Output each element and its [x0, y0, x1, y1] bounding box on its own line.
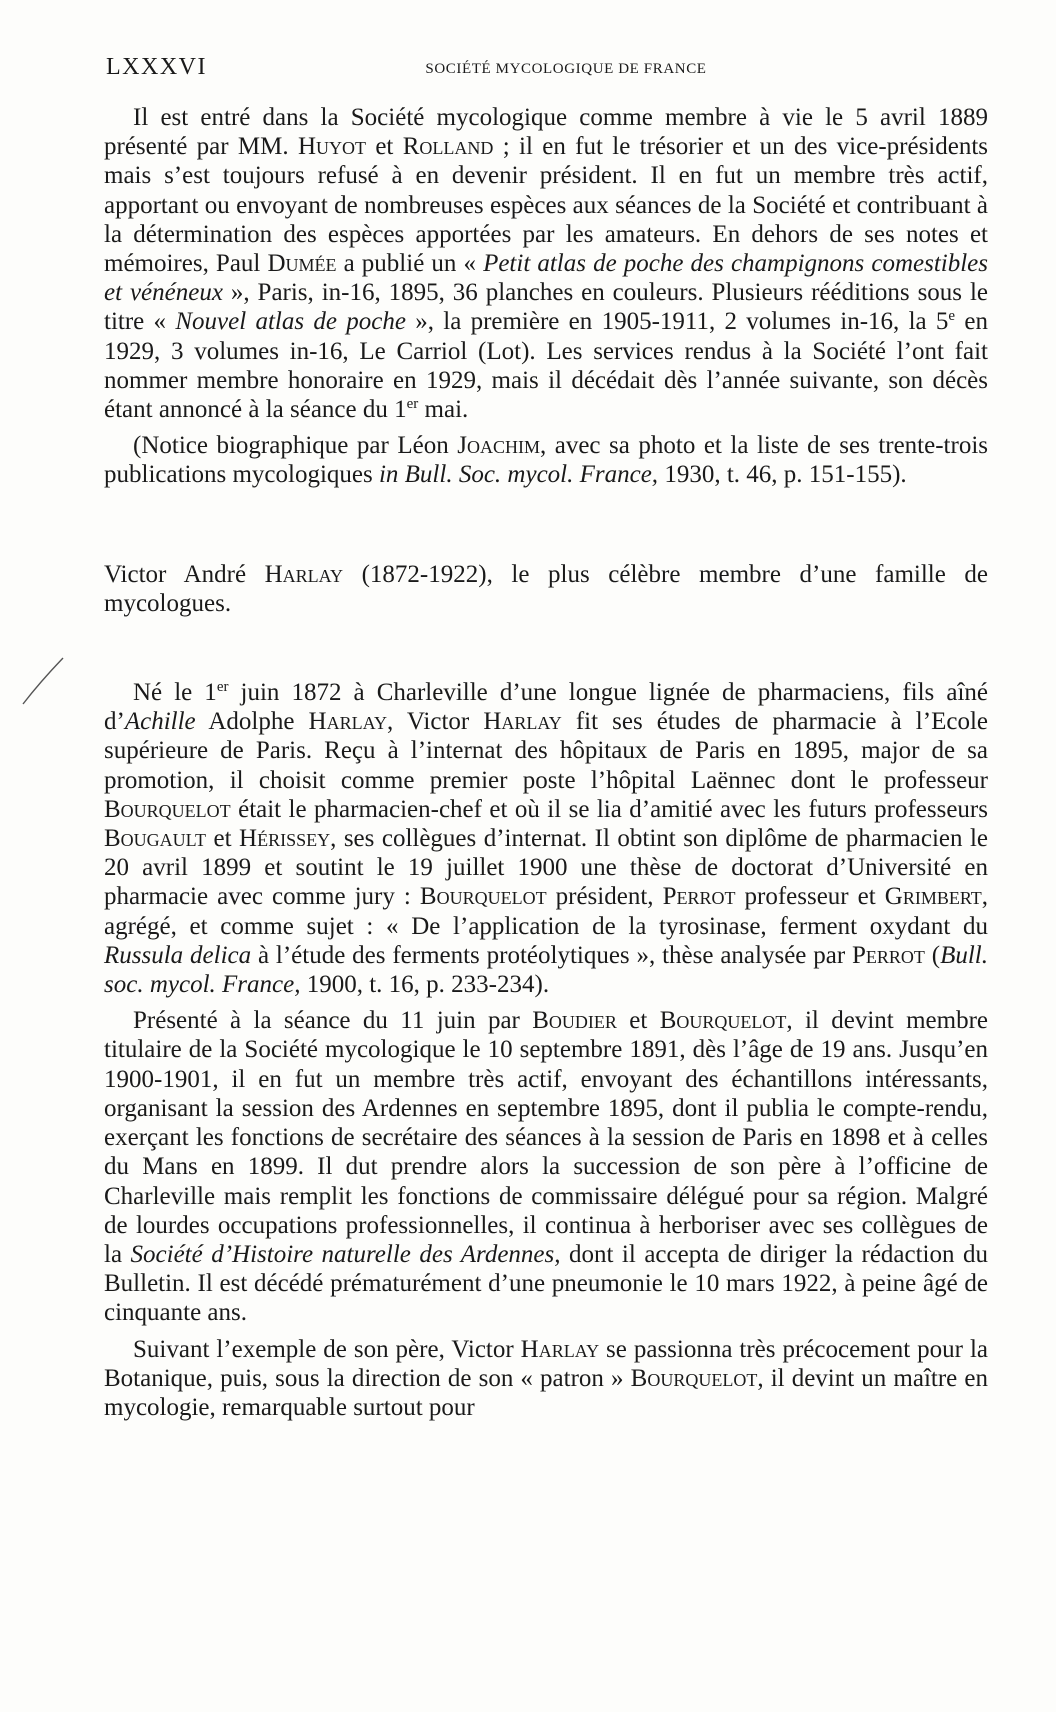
author-name: Rolland: [402, 133, 494, 161]
author-name: Harlay: [483, 708, 562, 736]
author-name: Hérissey: [239, 825, 331, 853]
running-title: SOCIÉTÉ MYCOLOGIQUE DE FRANCE: [425, 61, 707, 77]
author-name: Perrot: [852, 941, 925, 969]
society-name: Société d’Histoire naturelle des Ardennes,: [130, 1240, 561, 1268]
author-name: Harlay: [264, 560, 344, 588]
author-name: Grimbert: [884, 883, 982, 911]
author-name: Bourquelot: [419, 883, 547, 911]
author-name: Bourquelot: [104, 795, 231, 823]
author-name: Dumée: [267, 250, 337, 278]
page-number: LXXXVI: [106, 54, 207, 80]
author-name: Harlay: [520, 1335, 600, 1363]
author-name: Perrot: [662, 883, 736, 911]
species-name: Russula delica: [104, 941, 252, 969]
author-name: Boudier: [532, 1007, 617, 1035]
page-body: [104, 103, 988, 1422]
author-name: Joachim: [457, 432, 540, 460]
author-name: Huyot: [297, 133, 366, 161]
pencil-mark: [20, 654, 66, 706]
journal-reference: in Bull. Soc. mycol. France,: [378, 461, 659, 489]
paragraph-dumee-career: Il est entré dans la Société mycologique comme membre à vie le 5 avril 1889 présenté par MM. Huyot et Rolland ; il en fut le trésorier et un des vice-présidents mais s’est toujours refusé à en devenir président. Il en fut un membre très actif, apportant ou envoyant de nombreuses espèces aux séances de la Société et contribuant à la détermination des espèces apportées par les amateurs. En dehors de ses notes et mémoires, Paul Dumée a publié un « Petit atlas de poche des champignons comestibles et vénéneux », Paris, in-16, 1895, 36 planches en couleurs. Plusieurs rééditions sous le titre « Nouvel atlas de poche », la première en 1905-1911, 2 volumes in-16, la 5e en 1929, 3 volumes in-16, Le Carriol (Lot). Les services rendus à la Société l’ont fait nommer membre honoraire en 1929, mais il décédait dès l’année suivante, son décès étant annoncé à la séance du 1er mai.: [104, 104, 989, 424]
page-header: [104, 52, 988, 86]
journal-reference: Bull. soc. mycol. France,: [104, 941, 988, 999]
book-title: Nouvel atlas de poche: [175, 308, 406, 336]
author-name: Bourquelot: [630, 1364, 758, 1392]
section-heading-harlay: Victor André Harlay (1872-1922), le plus célèbre membre d’une famille de mycologues.: [104, 560, 988, 617]
paragraph-harlay-botany: Suivant l’exemple de son père, Victor Harlay se passionna très précocement pour la Botanique, puis, sous la direction de son « patron » Bourquelot, il devint un maître en mycologie, remarquable surtout pour: [104, 1335, 988, 1421]
author-name: Harlay: [308, 708, 387, 736]
paragraph-dumee-notice: (Notice biographique par Léon Joachim, avec sa photo et la liste de ses trente-trois publications mycologiques in Bull. Soc. mycol. France, 1930, t. 46, p. 151-155).: [104, 432, 988, 489]
author-name: Bourquelot: [659, 1007, 787, 1035]
paragraph-harlay-society: Présenté à la séance du 11 juin par Boudier et Bourquelot, il devint membre titulaire de la Société mycologique le 10 septembre 1891, dès l’âge de 19 ans. Jusqu’en 1900-1901, il en fut un membre très actif, envoyant des échantillons intéressants, organisant la session des Ardennes en septembre 1895, dont il publia le compte-rendu, exerçant les fonctions de secrétaire des séances à la session de Paris en 1898 et à celles du Mans en 1899. Il dut prendre alors la succession de son père à l’officine de Charleville mais remplit les fonctions de commissaire délégué pour sa région. Malgré de lourdes occupations professionnelles, il continua à herboriser avec ses collègues de la Société d’Histoire naturelle des Ardennes, dont il accepta de diriger la rédaction du Bulletin. Il est décédé prématurément d’une pneumonie le 10 mars 1922, à peine âgé de cinquante ans.: [104, 1007, 988, 1327]
paragraph-harlay-education: Né le 1er juin 1872 à Charleville d’une longue lignée de pharmaciens, fils aîné d’Achille Adolphe Harlay, Victor Harlay fit ses études de pharmacie à l’Ecole supérieure de Paris. Reçu à l’internat des hôpitaux de Paris en 1895, major de sa promotion, il choisit comme premier poste l’hôpital Laënnec dont le professeur Bourquelot était le pharmacien-chef et où il se lia d’amitié avec les futurs professeurs Bougault et Hérissey, ses collègues d’internat. Il obtint son diplôme de pharmacien le 20 avril 1899 et soutint le 19 juillet 1900 une thèse de doctorat d’Université en pharmacie avec comme jury : Bourquelot président, Perrot professeur et Grimbert, agrégé, et comme sujet : « De l’application de la tyrosinase, ferment oxydant du Russula delica à l’étude des ferments protéolytiques », thèse analysée par Perrot (Bull. soc. mycol. France, 1900, t. 16, p. 233-234).: [104, 679, 989, 999]
author-name: Bougault: [104, 825, 207, 853]
book-title: Petit atlas de poche des champignons comestibles et vénéneux: [104, 250, 988, 307]
